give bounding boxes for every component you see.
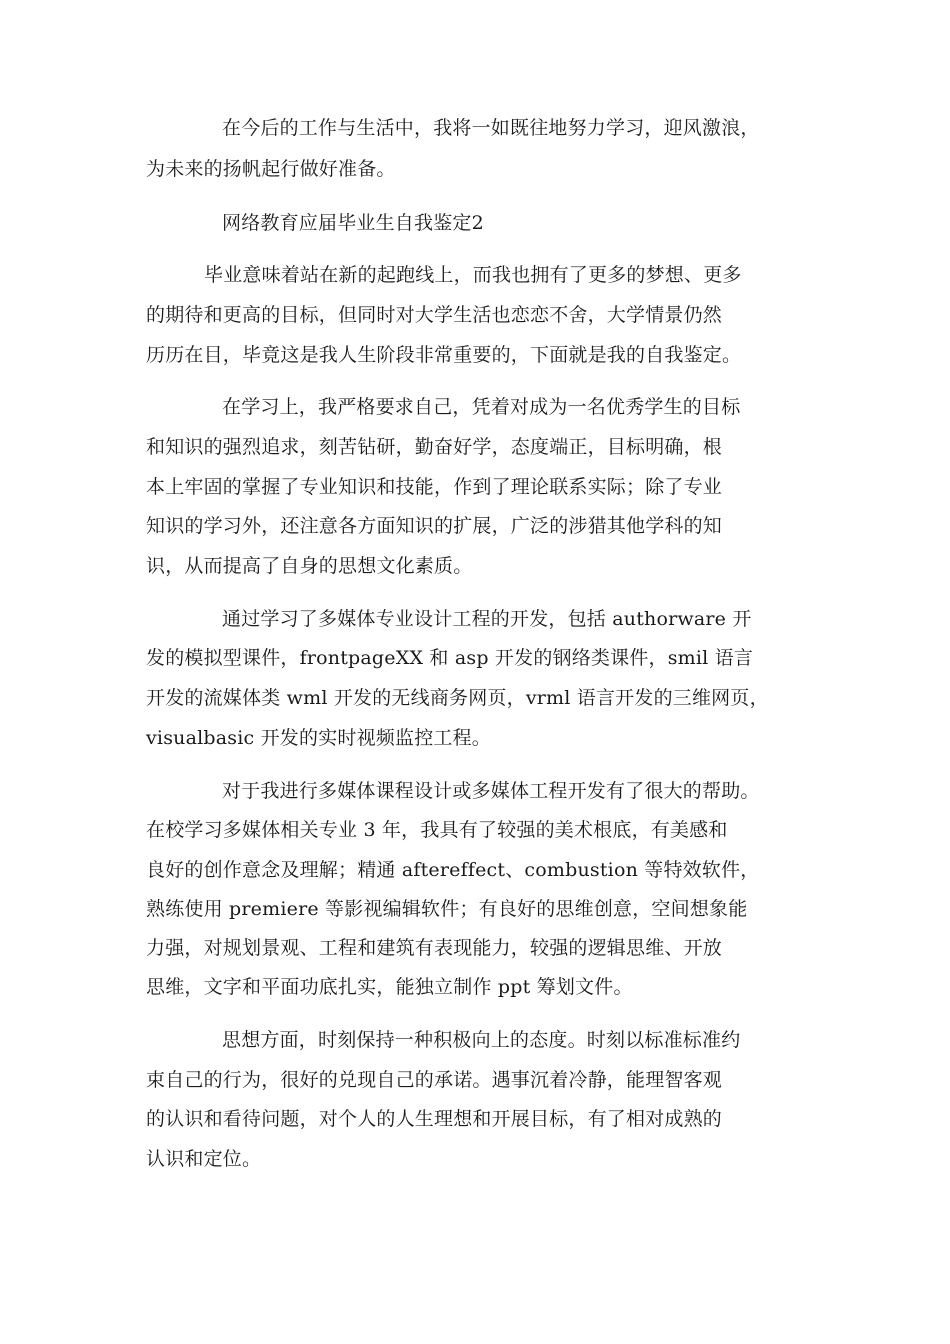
paragraph-line: 束自己的行为，很好的兑现自己的承诺。遇事沉着冷静，能理智客观 (146, 1069, 723, 1091)
paragraph-line: 在校学习多媒体相关专业 3 年，我具有了较强的美术根底，有美感和 (146, 819, 728, 841)
paragraph-line: 熟练使用 premiere 等影视编辑软件；有良好的思维创意，空间想象能 (146, 898, 748, 920)
paragraph-line: 思维，文字和平面功底扎实，能独立制作 ppt 筹划文件。 (146, 976, 633, 998)
paragraph-line: 力强，对规划景观、工程和建筑有表现能力，较强的逻辑思维、开放 (146, 937, 723, 959)
paragraph-line: 在今后的工作与生活中，我将一如既往地努力学习，迎风激浪， (222, 117, 760, 139)
paragraph-line: 对于我进行多媒体课程设计或多媒体工程开发有了很大的帮助。 (222, 780, 760, 802)
paragraph-line: 的认识和看待问题，对个人的人生理想和开展目标，有了相对成熟的 (146, 1108, 723, 1130)
paragraph-line: 的期待和更高的目标，但同时对大学生活也恋恋不舍，大学情景仍然 (146, 304, 723, 326)
section-heading: 网络教育应届毕业生自我鉴定2 (222, 212, 484, 234)
paragraph-line: 通过学习了多媒体专业设计工程的开发，包括 authorware 开 (222, 608, 752, 630)
paragraph-line: 发的模拟型课件，frontpageXX 和 asp 开发的钢络类课件，smil 语言 (146, 647, 754, 669)
paragraph-line: 良好的创作意念及理解；精通 aftereffect、combustion 等特效软件， (146, 859, 760, 881)
paragraph-line: visualbasic 开发的实时视频监控工程。 (146, 727, 492, 749)
paragraph-line: 在学习上，我严格要求自己，凭着对成为一名优秀学生的目标 (222, 396, 741, 418)
paragraph-line: 认识和定位。 (146, 1148, 262, 1170)
paragraph-line: 思想方面，时刻保持一种积极向上的态度。时刻以标准标准约 (222, 1029, 741, 1051)
paragraph-line: 开发的流媒体类 wml 开发的无线商务网页，vrml 语言开发的三维网页， (146, 687, 769, 709)
paragraph-line: 历历在目，毕竟这是我人生阶段非常重要的，下面就是我的自我鉴定。 (146, 344, 742, 366)
paragraph-line: 毕业意味着站在新的起跑线上，而我也拥有了更多的梦想、更多 (204, 264, 742, 286)
paragraph-line: 知识的学习外，还注意各方面知识的扩展，广泛的涉猎其他学科的知 (146, 515, 723, 537)
paragraph-line: 和知识的强烈追求，刻苦钻研，勤奋好学，态度端正，目标明确，根 (146, 436, 723, 458)
paragraph-line: 识，从而提高了自身的思想文化素质。 (146, 555, 473, 577)
paragraph-line: 本上牢固的掌握了专业知识和技能，作到了理论联系实际；除了专业 (146, 476, 723, 498)
paragraph-line: 为未来的扬帆起行做好准备。 (146, 158, 396, 180)
